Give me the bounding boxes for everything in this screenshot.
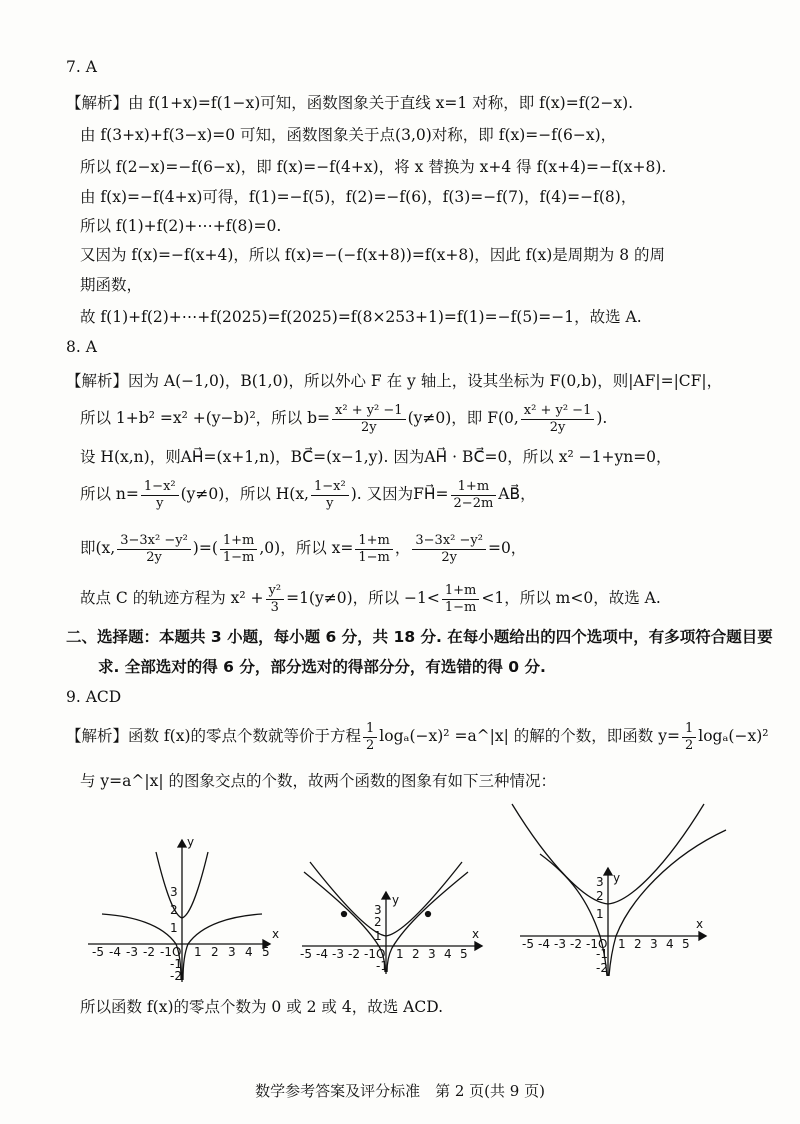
section-2-heading-line-2: 求. 全部选对的得 6 分，部分选对的得部分分，有选错的得 0 分. [98,658,546,676]
q8-number: 8. A [66,338,97,356]
y-tick: -1 [170,957,182,971]
y-tick: -1 [596,947,608,961]
x-axis-arrow [699,932,706,940]
x-tick: -3 [332,947,344,961]
fraction: $\frac{1+m}{2-2m}$ [451,479,497,512]
y-tick: -2 [170,969,182,983]
origin-label: O [172,945,182,959]
y-axis-label: y [613,871,621,885]
q8-line-2: 所以 1+b² =x² +(y−b)²，所以 b= $\frac{\text{x² + y² −1}}{2y}$ (y≠0)，即 F(0, $\frac{\text{x² + y² −1}}{2y}$ ). [80,402,608,435]
fraction: $\frac{\text{1−x²}}{y}$ [311,479,349,512]
x-axis-label: x [272,927,280,941]
fraction: $\frac{\text{x² + y² −1}}{2y}$ [521,403,595,436]
q8-line-3: 设 H(x,n)，则AH⃗=(x+1,n)，BC⃗=(x−1,y). 因为AH⃗ · BC⃗=0，所以 x² −1+yn=0， [80,448,672,466]
x-tick: -2 [143,945,155,959]
q8-line-1: 【解析】因为 A(−1,0)，B(1,0)，所以外心 F 在 y 轴上，设其坐标为 F(0,b)，则|AF|=|CF|， [66,372,723,390]
x-tick: 1 [618,937,626,951]
q8-line-5: 即(x, $\frac{\text{3−3x² −y²}}{2y}$ )=( $\frac{1+m}{1-m}$ ,0)，所以 x= $\frac{1+m}{1-m}$ ， $\frac{\text{3−3x² −y²}}{2y}$ =0， [80,532,527,565]
fraction: $\frac{\text{x² + y² −1}}{2y}$ [332,403,406,436]
graph-case-2 [296,808,496,978]
q7-line-7: 期函数， [80,276,143,294]
y-tick: 3 [170,885,178,899]
q7-line-4: 由 f(x)=−f(4+x)可得，f(1)=−f(5)，f(2)=−f(6)，f(3)=−f(7)，f(4)=−f(8)， [80,188,637,206]
origin-label: O [376,947,386,961]
x-tick: -4 [316,947,328,961]
y-tick: -1 [376,959,388,973]
x-tick: -4 [109,945,121,959]
y-axis-arrow [382,892,390,899]
y-tick: 3 [374,903,382,917]
q9-line-1: 【解析】函数 f(x)的零点个数就等价于方程 $\frac{1}{2}$ logₐ(−x)² =a^|x| 的解的个数，即函数 y= $\frac{1}{2}$ logₐ(−x)² [66,720,769,753]
fraction: $\frac{1}{2}$ [682,721,696,754]
x-tick: 4 [245,945,253,959]
x-tick: 1 [194,945,202,959]
log-curve-right [609,830,726,976]
x-tick: -1 [160,945,172,959]
x-tick: -5 [92,945,104,959]
x-tick: -2 [348,947,360,961]
x-tick: -2 [570,937,582,951]
x-axis-label: x [696,917,704,931]
y-tick: 3 [596,875,604,889]
q7-line-5: 所以 f(1)+f(2)+⋯+f(8)=0. [80,217,282,235]
q7-line-2: 由 f(3+x)+f(3−x)=0 可知，函数图象关于点(3,0)对称，即 f(x)=−f(6−x)， [80,126,617,144]
x-tick: 5 [460,947,468,961]
x-tick: 4 [666,937,674,951]
y-tick: -2 [596,961,608,975]
x-tick: 3 [650,937,658,951]
q7-line-3: 所以 f(2−x)=−f(6−x)，即 f(x)=−f(4+x)，将 x 替换为 x+4 得 f(x+4)=−f(x+8). [80,158,667,176]
x-tick: 3 [228,945,236,959]
q8-line-6: 故点 C 的轨迹方程为 x² + $\frac{\text{y²}}{3}$ =1(y≠0)，所以 −1< $\frac{1+m}{1-m}$ <1，所以 m<0，故选 A. [80,582,661,615]
fraction: $\frac{\text{y²}}{3}$ [266,583,285,616]
y-axis-arrow [604,868,612,875]
x-tick: -3 [126,945,138,959]
y-axis-label: y [187,835,195,849]
y-tick: 2 [374,915,382,929]
fraction: $\frac{1}{2}$ [363,721,377,754]
q7-number: 7. A [66,58,97,76]
y-axis-label: y [392,893,400,907]
graph-case-3 [500,796,740,986]
graph-case-1 [82,832,282,992]
x-tick: 4 [444,947,452,961]
x-tick: -5 [522,937,534,951]
y-tick: 1 [170,921,178,935]
fraction: $\frac{1+m}{1-m}$ [442,583,480,616]
intersection-point [426,912,431,917]
q7-line-8: 故 f(1)+f(2)+⋯+f(2025)=f(2025)=f(8×253+1)=f(1)=−f(5)=−1，故选 A. [80,308,642,326]
y-axis-arrow [178,840,186,847]
fraction: $\frac{1+m}{1-m}$ [355,533,393,566]
y-tick: 1 [374,929,382,943]
section-2-heading-line-1: 二、选择题：本题共 3 小题，每小题 6 分，共 18 分. 在每小题给出的四个选项中，有多项符合题目要 [66,628,773,646]
q9-number: 9. ACD [66,688,122,706]
x-tick: -3 [554,937,566,951]
fraction: $\frac{1+m}{1-m}$ [220,533,258,566]
y-tick: 2 [170,903,178,917]
y-tick: 1 [596,907,604,921]
q9-line-2: 与 y=a^|x| 的图象交点的个数，故两个函数的图象有如下三种情况： [80,772,557,790]
intersection-point [342,912,347,917]
x-tick: -4 [538,937,550,951]
x-tick: -1 [586,937,598,951]
q8-line-4: 所以 n= $\frac{\text{1−x²}}{y}$ (y≠0)，所以 H(x, $\frac{\text{1−x²}}{y}$ ). 又因为FH⃗= $\frac{1+m}{2-2m}$ AB⃗， [80,478,536,511]
fraction: $\frac{\text{3−3x² −y²}}{2y}$ [117,533,191,566]
y-tick: 2 [596,889,604,903]
q9-conclusion: 所以函数 f(x)的零点个数为 0 或 2 或 4，故选 ACD. [80,998,444,1016]
q7-line-6: 又因为 f(x)=−f(x+4)，所以 f(x)=−(−f(x+8))=f(x+8)，因此 f(x)是周期为 8 的周 [80,246,665,264]
x-tick: 5 [262,945,270,959]
page-footer: 数学参考答案及评分标准 第 2 页(共 9 页) [255,1082,545,1100]
q7-line-1: 【解析】由 f(1+x)=f(1−x)可知，函数图象关于直线 x=1 对称，即 f(x)=f(2−x). [66,94,634,112]
fraction: $\frac{\text{3−3x² −y²}}{2y}$ [412,533,486,566]
origin-label: O [598,937,608,951]
fraction: $\frac{\text{1−x²}}{y}$ [141,479,179,512]
x-tick: 2 [211,945,219,959]
x-tick: -5 [300,947,312,961]
x-tick: 1 [396,947,404,961]
x-axis-label: x [472,927,480,941]
x-tick: 3 [428,947,436,961]
x-tick: 2 [634,937,642,951]
x-tick: -1 [364,947,376,961]
x-axis-arrow [475,942,482,950]
x-tick: 2 [412,947,420,961]
x-tick: 5 [682,937,690,951]
